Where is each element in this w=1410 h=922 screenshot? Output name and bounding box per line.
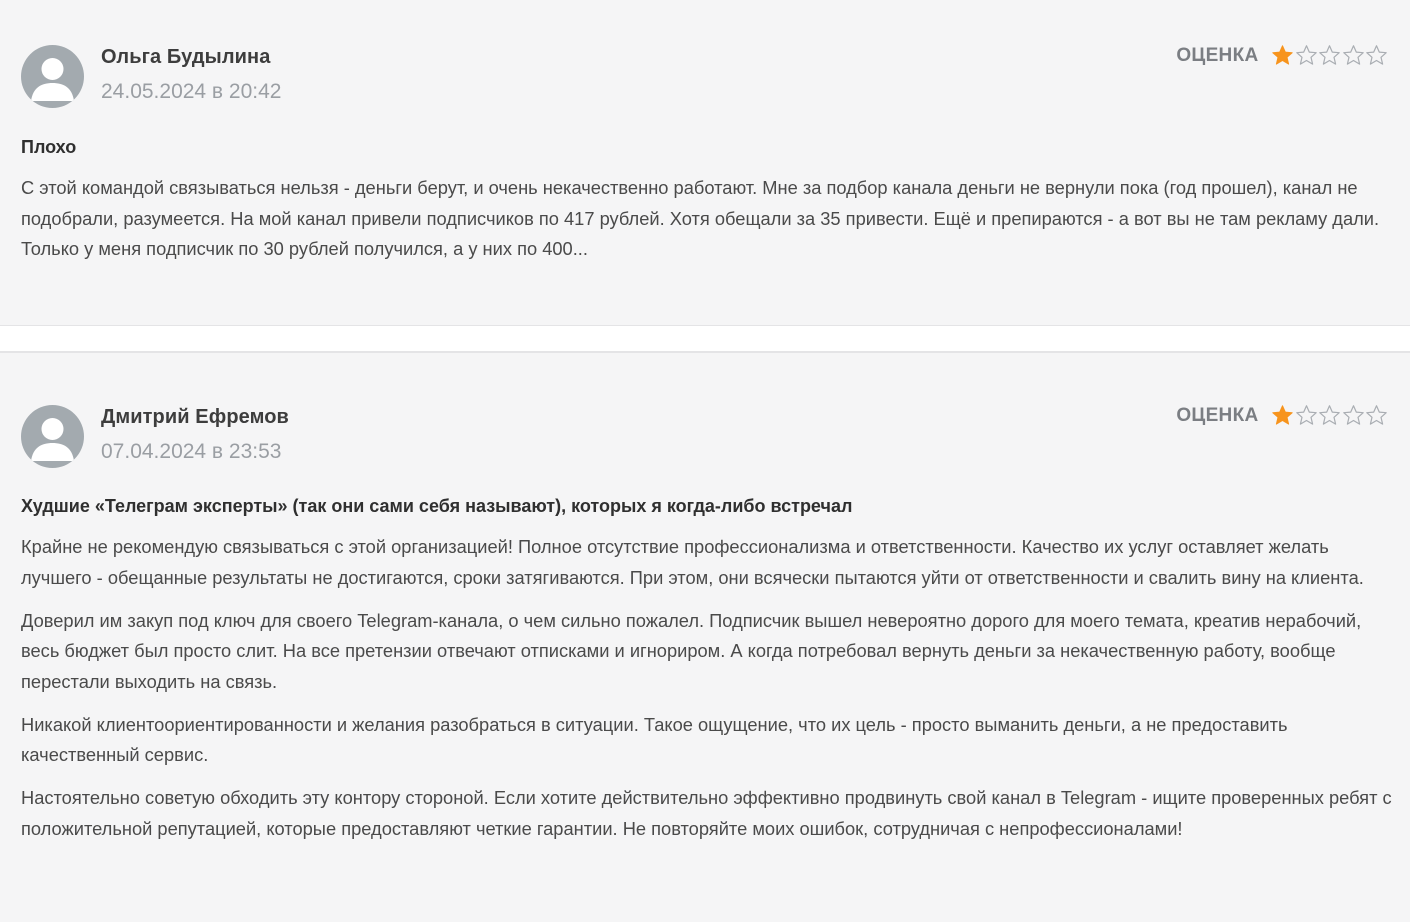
avatar: [21, 405, 84, 468]
review-card: [0, 353, 1410, 922]
review-paragraph: С этой командой связываться нельзя - деньги берут, и очень некачественно работают. Мне за подбор канала деньги не вернули пока (год прошел), канал не подобрали, разумеется. На мой канал привели подписчиков по 417 рублей. Хотя обещали за 35 привести. Ещё и препираются - а вот вы не там рекламу дали. Только у меня подписчик по 30 рублей получился, а у них по 400...: [21, 177, 1380, 259]
review-author: Дмитрий Ефремов: [101, 406, 289, 428]
star-filled-icon: [1271, 44, 1294, 67]
review-author: Ольга Будылина: [101, 46, 271, 68]
review-body: [21, 532, 1392, 857]
star-empty-icon: [1342, 404, 1365, 427]
review-separator: [0, 325, 1410, 353]
user-silhouette-icon: [21, 405, 84, 468]
review-body: [21, 173, 1392, 277]
star-empty-icon: [1342, 44, 1365, 67]
review-date: 24.05.2024 в 20:42: [101, 80, 282, 103]
review-paragraph: Настоятельно советую обходить эту контору стороной. Если хотите действительно эффективно продвинуть свой канал в Telegram - ищите проверенных ребят с положительной репутацией, которые предоставляют четкие гарантии. Не повторяйте моих ошибок, сотрудничая с непрофессионалами!: [21, 787, 1392, 839]
review-paragraph: Никакой клиентоориентированности и желания разобраться в ситуации. Такое ощущение, что их цель - просто выманить деньги, а не предоставить качественный сервис.: [21, 713, 1288, 765]
user-silhouette-icon: [21, 45, 84, 108]
star-empty-icon: [1295, 44, 1318, 67]
review-card: [0, 0, 1410, 325]
star-empty-icon: [1295, 404, 1318, 427]
review-paragraph: Крайне не рекомендую связываться с этой организацией! Полное отсутствие профессионализма и ответственности. Качество их услуг оставляет желать лучшего - обещанные результаты не достигаются, сроки затягиваются. При этом, они всячески пытаются уйти от ответственности и свалить вину на клиента.: [21, 536, 1364, 588]
star-empty-icon: [1318, 44, 1341, 67]
rating-stars: [1271, 44, 1389, 67]
review-title: Плохо: [21, 137, 77, 157]
review-paragraph: Доверил им закуп под ключ для своего Telegram-канала, о чем сильно пожалел. Подписчик вышел невероятно дорого для моего темата, креатив нерабочий, весь бюджет был просто слит. На все претензии отвечают отписками и игнориром. А когда потребовал вернуть деньги за некачественную работу, вообще перестали выходить на связь.: [21, 609, 1362, 692]
avatar: [21, 45, 84, 108]
star-empty-icon: [1318, 404, 1341, 427]
star-empty-icon: [1365, 44, 1388, 67]
review-date: 07.04.2024 в 23:53: [101, 440, 282, 463]
rating-label: ОЦЕНКА: [1176, 404, 1259, 426]
rating-label: ОЦЕНКА: [1176, 44, 1259, 66]
star-filled-icon: [1271, 404, 1294, 427]
review-rating: [1176, 404, 1388, 427]
review-rating: [1176, 44, 1388, 67]
rating-stars: [1271, 404, 1389, 427]
star-empty-icon: [1365, 404, 1388, 427]
review-title: Худшие «Телеграм эксперты» (так они сами себя называют), которых я когда-либо встречал: [21, 496, 853, 516]
